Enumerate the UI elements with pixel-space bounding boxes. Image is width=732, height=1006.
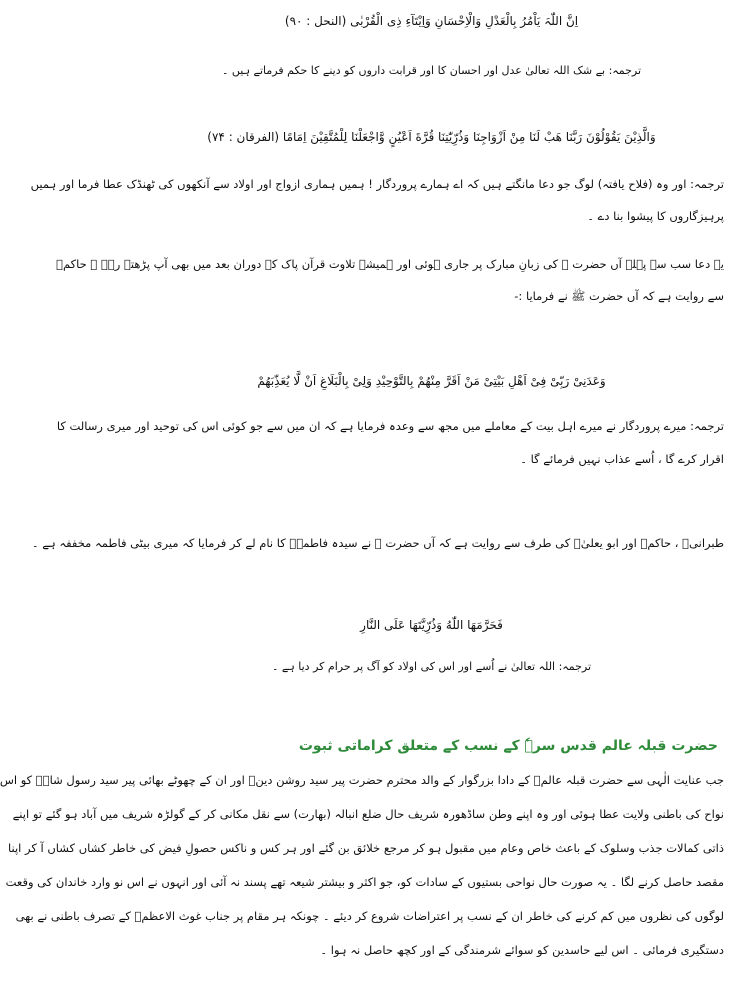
verse-nahl: اِنَّ اللّٰہَ یَاْمُرُ بِالْعَدْلِ وَالْاِحْسَانِ وَاِیْتَآءِ ذِی الْقُرْبٰی (النحل : ۹۰): [284, 14, 579, 28]
section-line-3: ذاتی کمالات جذب وسلوک کے باعث خاص وعام میں مقبول ہو کر مرجع خلائق بن گئے اور ہر کس و ناکس حصولِ فیض کی خاطر کشاں کشاں آ کر اپنا: [8, 841, 724, 855]
translation-fire: ترجمہ: اللہ تعالیٰ نے اُسے اور اس کی اولاد کو آگ پر حرام کر دیا ہے ۔: [271, 660, 592, 673]
note-line-1: یہ دعا سب سے پہلے آں حضرت ﷺ کی زبانِ مبارک پر جاری ہوئی اور ہمیشہ تلاوت قرآن پاک کے دوران بعد میں بھی آپ پڑھتے رہے ۔ حاکمؒ: [56, 257, 724, 271]
section-heading: حضرت قبلہ عالم قدس سرہٗ کے نسب کے متعلق کراماتی ثبوت: [298, 738, 718, 754]
translation-furqan-line-2: پرہیزگاروں کا پیشوا بنا دے ۔: [587, 209, 724, 223]
section-line-2: نواح کی باطنی ولایت عطا ہوئی اور وہ اپنے وطن ساڈھورہ شریف حال ضلع انبالہ (بھارت) سے نقل مکانی کر کے گولڑہ شریف میں آباد ہو گئے تو اپنے: [12, 807, 724, 821]
section-line-6: دستگیری فرمائی ۔ اس لیے حاسدین کو سوائے شرمندگی کے اور کچھ حاصل نہ ہوا ۔: [320, 943, 724, 957]
translation-hadith-line-2: اقرار کرے گا ، اُسے عذاب نہیں فرمائے گا ۔: [520, 452, 724, 466]
verse-hadith: وَعَدَنِیْ رَبِّیْ فِیْ اَهْلِ بَیْتِیْ مَنْ اَقَرَّ مِنْهُمْ بِالتَّوْحِیْدِ وَلِیْ بِالْبَلَاغِ اَنْ لَّا یُعَذِّبَهُمْ: [257, 374, 606, 388]
translation-hadith-line-1: ترجمہ: میرے پروردگار نے میرے اہل بیت کے معاملے میں مجھ سے وعدہ فرمایا ہے کہ ان میں سے جو کوئی اس کی توحید اور میری رسالت کا: [56, 419, 724, 433]
verse-furqan: وَالَّذِیْنَ یَقُوْلُوْنَ رَبَّنَا هَبْ لَنَا مِنْ اَزْوَاجِنَا وَذُرِّیّٰتِنَا قُرَّةَ اَعْیُنٍ وَّاجْعَلْنَا لِلْمُتَّقِیْنَ اِمَامًا (الفرقان : ۷۴): [207, 130, 656, 144]
section-line-5: لوگوں کی نظروں میں کم کرنے کی خاطر ان کے نسب پر اعتراضات شروع کر دیئے ۔ چونکہ ہر مقام پر جناب غوث الاعظمؓ کے تصرف باطنی نے بھی: [15, 909, 724, 923]
section-line-1: جب عنایت الٰہی سے حضرت قبلہ عالمؒ کے دادا بزرگوار کے والد محترم حضرت پیر سید روشن دینؒ اور ان کے چھوٹے بھائی پیر سید رسول شاہؒ کو اس: [0, 773, 724, 787]
note-line-2: سے روایت ہے کہ آں حضرت ﷺ نے فرمایا :-: [514, 289, 724, 303]
translation-nahl: ترجمہ: بے شک اللہ تعالیٰ عدل اور احسان کا اور قرابت داروں کو دینے کا حکم فرماتے ہیں ۔: [221, 64, 642, 77]
verse-fire: فَحَرَّمَهَا اللّٰهُ وَذُرِّیَّتَهَا عَلَى النَّارِ: [360, 618, 503, 632]
narration-line: طبرانیؒ ، حاکمؒ اور ابو یعلیٰؒ کی طرف سے روایت ہے کہ آں حضرت ﷺ نے سیدہ فاطمہؓ کا نام لے کر فرمایا کہ میری بیٹی فاطمہ مخففہ ہے ۔: [31, 536, 724, 550]
section-line-4: مقصد حاصل کرنے لگا ۔ یہ صورت حال نواحی بستیوں کے سادات کو، جو اکثر و بیشتر شیعہ تھے پسند نہ آئی اور انہوں نے اس نو وارد خاندان کی وقعت: [5, 875, 724, 889]
translation-furqan-line-1: ترجمہ: اور وہ (فلاح یافتہ) لوگ جو دعا مانگتے ہیں کہ اے ہمارے پروردگار ! ہمیں ہماری ازواج اور اولاد سے آنکھوں کی ٹھنڈک عطا فرما اور ہمیں: [30, 177, 724, 191]
